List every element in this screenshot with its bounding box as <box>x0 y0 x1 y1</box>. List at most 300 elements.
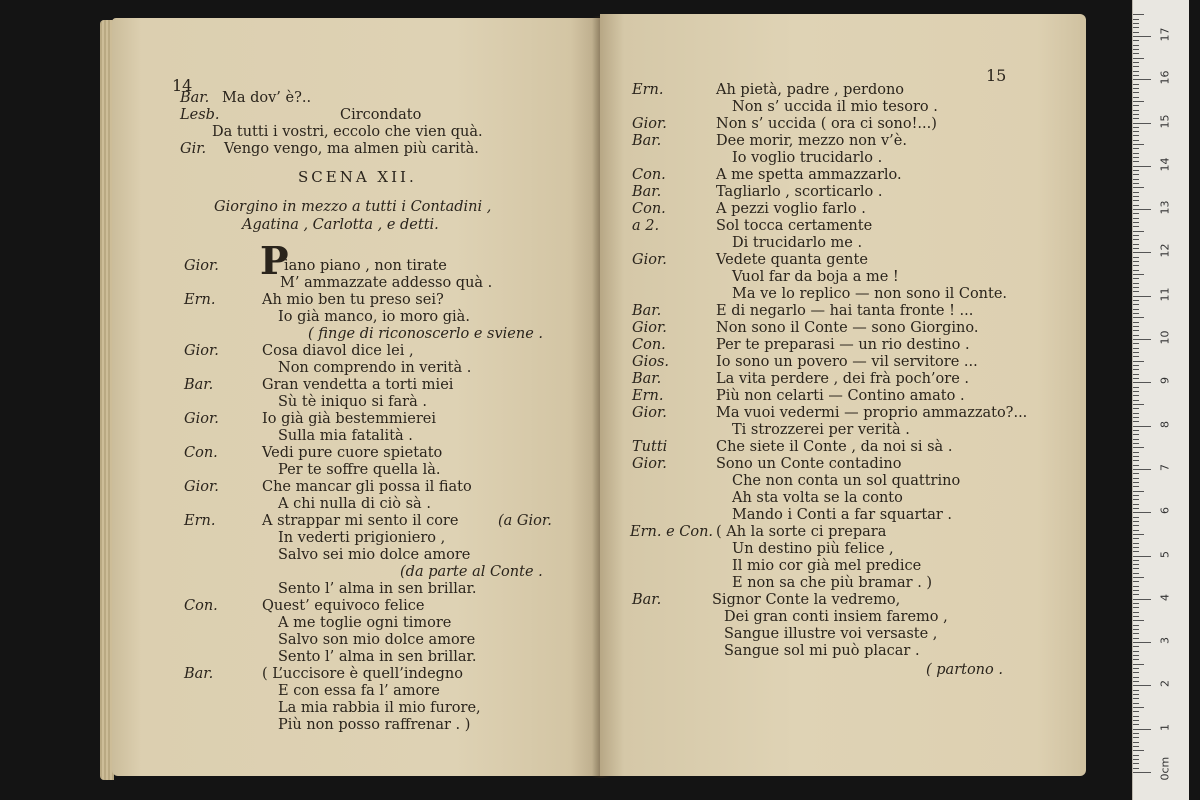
ruler-tick <box>1133 170 1139 171</box>
verse-line: Vengo vengo, ma almen più carità. <box>224 141 479 157</box>
speaker-label: Bar. <box>632 133 662 149</box>
ruler-tick <box>1133 153 1139 154</box>
ruler-tick <box>1133 469 1151 470</box>
verse-line: Vedete quanta gente <box>716 252 868 268</box>
ruler-tick <box>1133 482 1139 483</box>
verse-line: iano piano , non tirate <box>284 258 447 274</box>
ruler-tick <box>1133 724 1139 725</box>
ruler-tick <box>1133 45 1139 46</box>
speaker-label: Gior. <box>632 320 667 336</box>
ruler-label: 16 <box>1158 70 1172 85</box>
ruler-tick <box>1133 66 1139 67</box>
verse-line: Sulla mia fatalità . <box>278 428 413 444</box>
verse-line: Ma dov’ è?.. <box>222 90 312 106</box>
ruler-tick <box>1133 421 1139 422</box>
ruler-tick <box>1133 750 1144 751</box>
ruler-tick <box>1133 681 1139 682</box>
ruler-tick <box>1133 395 1139 396</box>
ruler-tick <box>1133 239 1139 240</box>
speaker-label: Tutti <box>632 439 668 455</box>
speaker-label: Con. <box>632 201 666 217</box>
ruler-tick <box>1133 92 1139 93</box>
ruler-tick <box>1133 408 1139 409</box>
ruler-tick <box>1133 200 1139 201</box>
verse-line: Di trucidarlo me . <box>732 235 863 251</box>
ruler-tick <box>1133 594 1139 595</box>
ruler-tick <box>1133 651 1139 652</box>
verse-line: Circondato <box>340 107 422 123</box>
ruler-tick <box>1133 434 1139 435</box>
ruler-tick <box>1133 672 1139 673</box>
speaker-label: Con. <box>632 337 666 353</box>
verse-line: La vita perdere , dei frà poch’ore . <box>716 371 969 387</box>
ruler-tick <box>1133 763 1139 764</box>
ruler-tick <box>1133 205 1139 206</box>
verse-line: Io già già bestemmierei <box>262 411 436 427</box>
verse-line: La mia rabbia il mio furore, <box>278 700 481 716</box>
page-number: 15 <box>986 66 1007 85</box>
verse-line: Più non celarti — Contino amato . <box>716 388 965 404</box>
verse-line: Che non conta un sol quattrino <box>732 473 961 489</box>
ruler-tick <box>1133 517 1139 518</box>
measurement-ruler <box>1132 0 1189 800</box>
ruler-tick <box>1133 694 1139 695</box>
ruler-tick <box>1133 607 1139 608</box>
ruler-tick <box>1133 573 1139 574</box>
verse-line: Sol tocca certamente <box>716 218 873 234</box>
verse-line: M’ ammazzate addesso quà . <box>280 275 493 291</box>
ruler-tick <box>1133 556 1151 557</box>
ruler-tick <box>1133 369 1139 370</box>
ruler-tick <box>1133 71 1139 72</box>
verse-line: Sangue illustre voi versaste , <box>724 626 938 642</box>
verse-line: Che mancar gli possa il fiato <box>262 479 472 495</box>
speaker-label: Ern. <box>184 292 216 308</box>
speaker-label: Bar. <box>184 666 214 682</box>
verse-line: A me toglie ogni timore <box>278 615 452 631</box>
ruler-tick <box>1133 646 1139 647</box>
ruler-tick <box>1133 317 1144 318</box>
ruler-tick <box>1133 118 1139 119</box>
ruler-tick <box>1133 187 1144 188</box>
ruler-tick <box>1133 218 1139 219</box>
ruler-label: 7 <box>1158 463 1172 471</box>
ruler-tick <box>1133 473 1139 474</box>
ruler-tick <box>1133 547 1139 548</box>
verse-line: Salvo sei mio dolce amore <box>278 547 471 563</box>
ruler-tick <box>1133 668 1139 669</box>
speaker-label: Gior. <box>632 456 667 472</box>
ruler-tick <box>1133 685 1151 686</box>
ruler-tick <box>1133 231 1144 232</box>
ruler-tick <box>1133 698 1139 699</box>
verse-line: Dee morir, mezzo non v’è. <box>716 133 907 149</box>
left-page <box>112 18 600 776</box>
ruler-tick <box>1133 512 1151 513</box>
verse-line: Per te preparasi — un rio destino . <box>716 337 970 353</box>
verse-line: Sangue sol mi può placar . <box>724 643 920 659</box>
speaker-label: Bar. <box>180 90 210 106</box>
ruler-tick <box>1133 625 1139 626</box>
verse-line: Io sono un povero — vil servitore ... <box>716 354 978 370</box>
verse-line: Quest’ equivoco felice <box>262 598 425 614</box>
ruler-tick <box>1133 642 1151 643</box>
verse-line: Signor Conte la vedremo, <box>712 592 901 608</box>
verse-line: Il mio cor già mel predice <box>732 558 922 574</box>
ruler-label: 1 <box>1158 723 1172 731</box>
ruler-tick <box>1133 729 1151 730</box>
ruler-tick <box>1133 140 1139 141</box>
ruler-tick <box>1133 711 1139 712</box>
ruler-tick <box>1133 568 1139 569</box>
ruler-tick <box>1133 720 1139 721</box>
ruler-tick <box>1133 768 1139 769</box>
ruler-tick <box>1133 478 1139 479</box>
ruler-tick <box>1133 374 1139 375</box>
ruler-tick <box>1133 348 1139 349</box>
verse-line: E non sa che più bramar . ) <box>732 575 933 591</box>
ruler-tick <box>1133 309 1139 310</box>
ruler-label: 0cm <box>1158 756 1172 781</box>
ruler-tick <box>1133 19 1139 20</box>
verse-line: Che siete il Conte , da noi si sà . <box>716 439 953 455</box>
ruler-label: 17 <box>1158 27 1172 42</box>
ruler-tick <box>1133 274 1144 275</box>
ruler-tick <box>1133 430 1139 431</box>
ruler-tick <box>1133 265 1139 266</box>
ruler-tick <box>1133 426 1151 427</box>
stage-direction: (da parte al Conte . <box>400 564 543 580</box>
verse-line: E di negarlo — hai tanta fronte ! ... <box>716 303 974 319</box>
ruler-tick <box>1133 560 1139 561</box>
ruler-tick <box>1133 14 1144 15</box>
verse-line: Salvo son mio dolce amore <box>278 632 476 648</box>
speaker-label: Ern. e Con. <box>630 524 714 540</box>
verse-line: Sù tè iniquo si farà . <box>278 394 427 410</box>
ruler-tick <box>1133 192 1139 193</box>
drop-cap: P <box>260 238 289 283</box>
ruler-tick <box>1133 183 1139 184</box>
ruler-tick <box>1133 174 1139 175</box>
ruler-tick <box>1133 538 1139 539</box>
ruler-tick <box>1133 417 1139 418</box>
ruler-label: 13 <box>1158 200 1172 215</box>
ruler-tick <box>1133 123 1151 124</box>
ruler-tick <box>1133 378 1139 379</box>
speaker-label: Gior. <box>632 252 667 268</box>
ruler-tick <box>1133 53 1139 54</box>
ruler-label: 3 <box>1158 637 1172 645</box>
ruler-tick <box>1133 222 1139 223</box>
verse-line: Da tutti i vostri, eccolo che vien quà. <box>212 124 483 140</box>
verse-line: Ma ve lo replico — non sono il Conte. <box>732 286 1008 302</box>
ruler-tick <box>1133 127 1139 128</box>
ruler-tick <box>1133 356 1139 357</box>
ruler-tick <box>1133 252 1151 253</box>
ruler-tick <box>1133 49 1139 50</box>
verse-line: Non comprendo in verità . <box>278 360 472 376</box>
ruler-tick <box>1133 330 1139 331</box>
ruler-tick <box>1133 543 1139 544</box>
ruler-label: 8 <box>1158 420 1172 428</box>
verse-line: Non s’ uccida ( ora ci sono!...) <box>716 116 937 132</box>
ruler-tick <box>1133 84 1139 85</box>
ruler-tick <box>1133 235 1139 236</box>
ruler-tick <box>1133 157 1139 158</box>
speaker-label: Bar. <box>632 184 662 200</box>
speaker-label: Ern. <box>632 82 664 98</box>
ruler-tick <box>1133 465 1139 466</box>
ruler-tick <box>1133 495 1139 496</box>
ruler-tick <box>1133 36 1151 37</box>
ruler-tick <box>1133 759 1139 760</box>
ruler-tick <box>1133 551 1139 552</box>
ruler-tick <box>1133 525 1139 526</box>
ruler-tick <box>1133 62 1139 63</box>
verse-line: Più non posso raffrenar . ) <box>278 717 471 733</box>
ruler-tick <box>1133 755 1139 756</box>
ruler-tick <box>1133 413 1139 414</box>
speaker-label: Gior. <box>632 116 667 132</box>
scene-description: Agatina , Carlotta , e detti. <box>242 217 439 233</box>
ruler-tick <box>1133 32 1139 33</box>
speaker-label: Lesb. <box>180 107 220 123</box>
verse-line: In vederti prigioniero , <box>278 530 446 546</box>
ruler-tick <box>1133 27 1139 28</box>
verse-line: Sono un Conte contadino <box>716 456 902 472</box>
verse-line: Ah pietà, padre , perdono <box>716 82 905 98</box>
speaker-label: Gios. <box>632 354 670 370</box>
ruler-tick <box>1133 296 1151 297</box>
ruler-tick <box>1133 452 1139 453</box>
verse-line: Ti strozzerei per verità . <box>732 422 910 438</box>
ruler-tick <box>1133 633 1139 634</box>
ruler-tick <box>1133 144 1144 145</box>
ruler-tick <box>1133 387 1139 388</box>
speaker-label: Ern. <box>184 513 216 529</box>
ruler-tick <box>1133 620 1144 621</box>
verse-line: Non s’ uccida il mio tesoro . <box>732 99 938 115</box>
verse-line: ( L’uccisore è quell’indegno <box>262 666 464 682</box>
speaker-label: Bar. <box>632 303 662 319</box>
ruler-tick <box>1133 278 1139 279</box>
ruler-tick <box>1133 287 1139 288</box>
ruler-tick <box>1133 161 1139 162</box>
ruler-label: 2 <box>1158 680 1172 688</box>
scene-description: Giorgino in mezzo a tutti i Contadini , <box>214 199 492 215</box>
stage-direction: ( finge di riconoscerlo e sviene . <box>308 326 543 342</box>
ruler-label: 10 <box>1158 330 1172 345</box>
speaker-label: Ern. <box>632 388 664 404</box>
ruler-tick <box>1133 742 1139 743</box>
ruler-tick <box>1133 746 1139 747</box>
ruler-tick <box>1133 603 1139 604</box>
ruler-tick <box>1133 326 1139 327</box>
ruler-tick <box>1133 313 1139 314</box>
ruler-tick <box>1133 335 1139 336</box>
verse-line: Vuol far da boja a me ! <box>732 269 899 285</box>
ruler-tick <box>1133 534 1144 535</box>
ruler-tick <box>1133 664 1144 665</box>
ruler-tick <box>1133 508 1139 509</box>
ruler-tick <box>1133 75 1139 76</box>
ruler-tick <box>1133 391 1139 392</box>
ruler-tick <box>1133 209 1151 210</box>
ruler-tick <box>1133 105 1139 106</box>
ruler-tick <box>1133 196 1139 197</box>
verse-line: Per te soffre quella là. <box>278 462 441 478</box>
ruler-tick <box>1133 365 1139 366</box>
ruler-tick <box>1133 737 1139 738</box>
ruler-tick <box>1133 400 1139 401</box>
ruler-tick <box>1133 213 1139 214</box>
ruler-tick <box>1133 58 1144 59</box>
ruler-tick <box>1133 486 1139 487</box>
ruler-tick <box>1133 382 1151 383</box>
speaker-label: Bar. <box>184 377 214 393</box>
verse-line: ( Ah la sorte ci prepara <box>716 524 887 540</box>
ruler-tick <box>1133 447 1144 448</box>
ruler-tick <box>1133 530 1139 531</box>
speaker-label: Gior. <box>632 405 667 421</box>
verse-line: A chi nulla di ciò sà . <box>278 496 431 512</box>
ruler-tick <box>1133 733 1139 734</box>
verse-line: Dei gran conti insiem faremo , <box>724 609 948 625</box>
ruler-tick <box>1133 114 1139 115</box>
ruler-tick <box>1133 521 1139 522</box>
ruler-tick <box>1133 564 1139 565</box>
verse-line: Gran vendetta a torti miei <box>262 377 454 393</box>
ruler-tick <box>1133 690 1139 691</box>
ruler-tick <box>1133 283 1139 284</box>
right-page <box>600 14 1086 776</box>
speaker-label: Gior. <box>184 411 219 427</box>
stage-direction: (a Gior. <box>498 513 552 529</box>
ruler-tick <box>1133 638 1139 639</box>
ruler-tick <box>1133 616 1139 617</box>
ruler-label: 6 <box>1158 507 1172 515</box>
verse-line: A strappar mi sento il core <box>262 513 459 529</box>
ruler-label: 9 <box>1158 377 1172 385</box>
ruler-tick <box>1133 352 1139 353</box>
ruler-tick <box>1133 88 1139 89</box>
ruler-tick <box>1133 135 1139 136</box>
ruler-tick <box>1133 772 1151 773</box>
ruler-tick <box>1133 716 1139 717</box>
ruler-tick <box>1133 291 1139 292</box>
ruler-label: 4 <box>1158 593 1172 601</box>
ruler-label: 11 <box>1158 287 1172 302</box>
ruler-tick <box>1133 581 1139 582</box>
ruler-tick <box>1133 304 1139 305</box>
ruler-tick <box>1133 703 1139 704</box>
verse-line: Tagliarlo , scorticarlo . <box>716 184 883 200</box>
ruler-tick <box>1133 257 1139 258</box>
speaker-label: Gir. <box>180 141 207 157</box>
speaker-label: Con. <box>184 598 218 614</box>
ruler-label: 14 <box>1158 157 1172 172</box>
ruler-tick <box>1133 248 1139 249</box>
ruler-tick <box>1133 590 1139 591</box>
ruler-tick <box>1133 456 1139 457</box>
ruler-tick <box>1133 322 1139 323</box>
verse-line: Mando i Conti a far squartar . <box>732 507 952 523</box>
speaker-label: Gior. <box>184 258 219 274</box>
ruler-tick <box>1133 460 1139 461</box>
ruler-tick <box>1133 443 1139 444</box>
ruler-tick <box>1133 339 1151 340</box>
ruler-tick <box>1133 577 1144 578</box>
ruler-tick <box>1133 655 1139 656</box>
verse-line: E con essa fa l’ amore <box>278 683 440 699</box>
verse-line: Ah mio ben tu preso sei? <box>262 292 444 308</box>
speaker-label: Con. <box>632 167 666 183</box>
ruler-tick <box>1133 101 1144 102</box>
ruler-tick <box>1133 599 1151 600</box>
ruler-tick <box>1133 707 1144 708</box>
verse-line: Un destino più felice , <box>732 541 894 557</box>
ruler-tick <box>1133 659 1139 660</box>
ruler-label: 12 <box>1158 243 1172 258</box>
ruler-tick <box>1133 499 1139 500</box>
ruler-tick <box>1133 343 1139 344</box>
speaker-label: Bar. <box>632 592 662 608</box>
verse-line: A me spetta ammazzarlo. <box>716 167 902 183</box>
ruler-tick <box>1133 270 1139 271</box>
ruler-tick <box>1133 261 1139 262</box>
ruler-tick <box>1133 439 1139 440</box>
verse-line: Non sono il Conte — sono Giorgino. <box>716 320 979 336</box>
stage-direction: ( partono . <box>926 662 1003 678</box>
ruler-tick <box>1133 179 1139 180</box>
ruler-tick <box>1133 504 1139 505</box>
ruler-label: 5 <box>1158 550 1172 558</box>
speaker-label: Con. <box>184 445 218 461</box>
ruler-tick <box>1133 79 1151 80</box>
verse-line: Sento l’ alma in sen brillar. <box>278 581 477 597</box>
ruler-tick <box>1133 97 1139 98</box>
speaker-label: Gior. <box>184 343 219 359</box>
speaker-label: a 2. <box>632 218 660 234</box>
ruler-tick <box>1133 612 1139 613</box>
ruler-tick <box>1133 404 1144 405</box>
speaker-label: Bar. <box>632 371 662 387</box>
ruler-tick <box>1133 300 1139 301</box>
verse-line: Cosa diavol dice lei , <box>262 343 414 359</box>
verse-line: A pezzi voglio farlo . <box>716 201 866 217</box>
ruler-tick <box>1133 40 1139 41</box>
ruler-tick <box>1133 148 1139 149</box>
ruler-tick <box>1133 677 1139 678</box>
ruler-tick <box>1133 166 1151 167</box>
verse-line: Ma vuoi vedermi — proprio ammazzato?... <box>716 405 1028 421</box>
ruler-tick <box>1133 491 1144 492</box>
ruler-tick <box>1133 586 1139 587</box>
verse-line: Ah sta volta se la conto <box>732 490 903 506</box>
page-number: 14 <box>172 76 193 95</box>
speaker-label: Gior. <box>184 479 219 495</box>
verse-line: Sento l’ alma in sen brillar. <box>278 649 477 665</box>
verse-line: Vedi pure cuore spietato <box>262 445 443 461</box>
ruler-tick <box>1133 23 1139 24</box>
ruler-tick <box>1133 629 1139 630</box>
ruler-tick <box>1133 226 1139 227</box>
ruler-tick <box>1133 244 1139 245</box>
ruler-label: 15 <box>1158 114 1172 128</box>
ruler-tick <box>1133 361 1144 362</box>
ruler-tick <box>1133 131 1139 132</box>
verse-line: Io già manco, io moro già. <box>278 309 470 325</box>
